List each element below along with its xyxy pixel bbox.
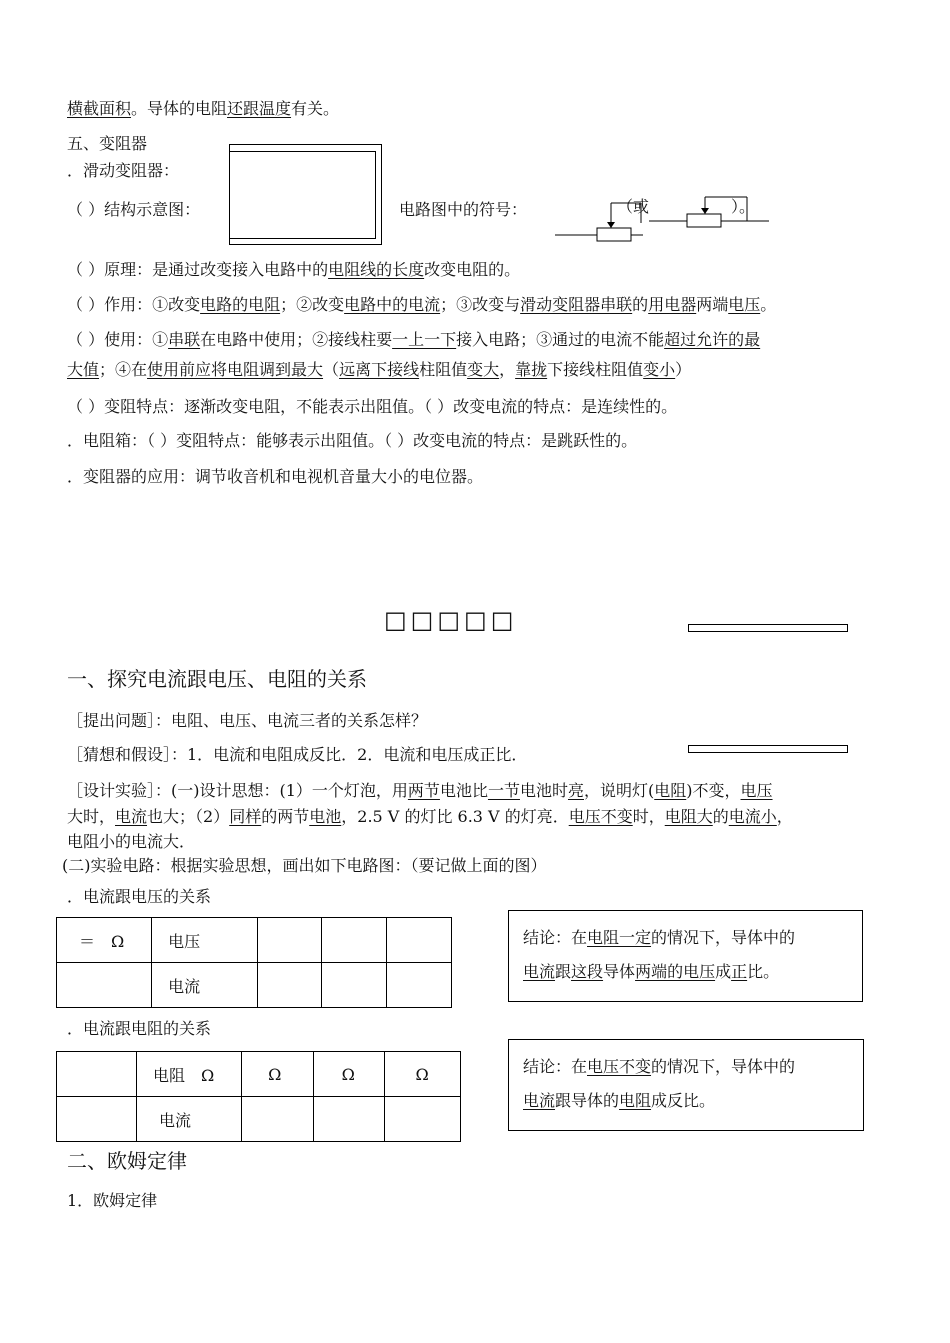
- text-span: 电压: [728, 295, 761, 314]
- table-cell: [385, 1097, 461, 1142]
- table-cell: 电压: [152, 918, 258, 963]
- text-span: 远离下接线: [339, 360, 420, 379]
- text-span: 柱阻值: [419, 360, 468, 379]
- text-span: 改变电阻的。: [424, 260, 521, 279]
- text-span: （ ）使用：①: [67, 330, 169, 349]
- text-span: 靠拢: [515, 360, 548, 379]
- table-cell: Ω: [313, 1052, 385, 1097]
- text-span: 这段: [571, 962, 604, 981]
- text-line-usage-1: [67, 329, 760, 351]
- text-span: 正: [731, 962, 748, 981]
- text-line-ohms-law-item: 1．欧姆定律: [67, 1191, 158, 1210]
- text-span: 串联: [168, 330, 201, 349]
- table-current-voltage: [56, 917, 452, 1008]
- text-span: 的情况下，导体中的: [651, 1057, 796, 1076]
- text-span: ；③改变与: [440, 295, 521, 314]
- text-span: 也大；（2）: [147, 807, 230, 826]
- text-line-slider: ．滑动变阻器：: [67, 161, 180, 180]
- table-cell: [57, 1097, 137, 1142]
- text-span: 两节: [407, 781, 440, 800]
- table-cell: [257, 918, 322, 963]
- table-cell: [322, 918, 387, 963]
- table-cell: [57, 1052, 137, 1097]
- table-cell: [387, 918, 452, 963]
- text-span: 电压不变: [587, 1057, 652, 1076]
- text-line-usage-2: [67, 359, 691, 381]
- text-line-circuit: (二)实验电路：根据实验思想，画出如下电路图：（要记做上面的图）: [62, 856, 547, 875]
- text-span: ；②改变: [280, 295, 345, 314]
- text-span: 大值: [67, 360, 100, 379]
- text-span: 电阻: [619, 1091, 652, 1110]
- text-span: 变小: [643, 360, 676, 379]
- text-span: 电流: [115, 807, 148, 826]
- text-span: 导体: [603, 962, 636, 981]
- text-span: 电阻大: [664, 807, 713, 826]
- text-line-design-3: 电阻小的电流大．: [67, 832, 196, 851]
- conclusion-box-resistance: [508, 1039, 864, 1131]
- text-span: 亮: [567, 781, 584, 800]
- text-span: 的: [632, 295, 649, 314]
- text-span: ）: [675, 360, 692, 379]
- text-span: 两端: [696, 295, 729, 314]
- text-span: 电池时: [519, 781, 568, 800]
- text-line-resistance-box: ．电阻箱：（ ）变阻特点：能够表示出阻值。（ ）改变电流的特点：是跳跃性的。: [67, 431, 638, 450]
- symbol-or: （或: [617, 197, 650, 216]
- text-line-feature: （ ）变阻特点：逐渐改变电阻，不能表示出阻值。（ ）改变电流的特点：是连续性的。: [67, 397, 678, 416]
- text-line-application: ．变阻器的应用：调节收音机和电视机音量大小的电位器。: [67, 467, 484, 486]
- table-cell: [242, 1097, 314, 1142]
- table-cell: 电流: [136, 1097, 241, 1142]
- text-span: 电流小: [728, 807, 777, 826]
- text-span: ，: [499, 360, 516, 379]
- text-span: 变大: [467, 360, 500, 379]
- table-cell: [313, 1097, 385, 1142]
- text-line-design-1: [67, 780, 773, 802]
- text-span: 电阻线的长度: [328, 260, 425, 279]
- table-cell: [322, 963, 387, 1008]
- text-span: 电流: [523, 962, 556, 981]
- text-span: 电池: [309, 807, 342, 826]
- text-span: 一节: [487, 781, 520, 800]
- section-heading-explore: 一、探究电流跟电压、电阻的关系: [67, 667, 367, 691]
- text-line-principle: [67, 259, 520, 281]
- text-span: 在电路中使用；②接线柱要: [200, 330, 393, 349]
- text-span: 两端的电压: [635, 962, 716, 981]
- text-span: 跟导体的: [555, 1091, 620, 1110]
- text-span: 比。: [747, 962, 780, 981]
- text-line-question: ［提出问题］：电阻、电压、电流三者的关系怎样？: [67, 711, 428, 730]
- table-row: [57, 963, 452, 1008]
- text-span: （ ）原理：是通过改变接入电路中的: [67, 260, 329, 279]
- text-line-cross-section: [67, 98, 339, 120]
- text-span: 的: [712, 807, 729, 826]
- text-span: 的情况下，导体中的: [651, 928, 796, 947]
- text-span: 的两节: [261, 807, 310, 826]
- text-span: 电路的电阻: [200, 295, 281, 314]
- symbol-close: ）。: [731, 197, 756, 216]
- text-span: 结论：在: [523, 928, 588, 947]
- text-span: ［设计实验］：(一)设计思想：(1）一个灯泡，用: [67, 781, 408, 800]
- table-row: [57, 918, 452, 963]
- table-cell: 电流: [152, 963, 258, 1008]
- text-line-relation-resistance: ．电流跟电阻的关系: [67, 1019, 212, 1038]
- text-span: 跟: [555, 962, 572, 981]
- text-span: 电流: [523, 1091, 556, 1110]
- text-line-structure: （ ）结构示意图：: [67, 200, 201, 219]
- text-line-design-2: [67, 806, 793, 828]
- text-span: 电压: [740, 781, 773, 800]
- structure-diagram-frame: [229, 144, 382, 245]
- text-line-function: [67, 294, 776, 316]
- text-span: 。: [760, 295, 777, 314]
- text-span: 电路中的电流: [344, 295, 441, 314]
- decorative-bar: [688, 745, 848, 753]
- text-span: 下接线柱阻值: [547, 360, 644, 379]
- chapter-title: □□□□□: [384, 606, 518, 634]
- conclusion-box-voltage: [508, 910, 863, 1002]
- text-span: )不变，: [686, 781, 741, 800]
- text-span: 接入电路；③通过的电流不能: [456, 330, 665, 349]
- text-span: 。导体的电阻: [131, 99, 228, 118]
- text-span: ；④在: [99, 360, 148, 379]
- table-current-resistance: [56, 1051, 461, 1142]
- text-span: ，说明灯(: [584, 781, 655, 800]
- text-span: 超过允许的最: [664, 330, 761, 349]
- text-span: 电压不变: [568, 807, 633, 826]
- text-line-hypothesis: ［猜想和假设］：1．电流和电阻成反比．2．电流和电压成正比．: [67, 745, 528, 764]
- symbol-label: 电路图中的符号：: [399, 200, 528, 219]
- text-span: 电池比: [439, 781, 488, 800]
- text-span: 大时，: [67, 807, 116, 826]
- text-span: 成: [715, 962, 732, 981]
- text-line-relation-voltage: ．电流跟电压的关系: [67, 887, 212, 906]
- text-span: 结论：在: [523, 1057, 588, 1076]
- text-span: 用电器: [648, 295, 697, 314]
- text-span: 使用前应将电阻调到最大: [147, 360, 324, 379]
- text-span: 成反比。: [651, 1091, 716, 1110]
- text-span: 同样: [229, 807, 262, 826]
- table-cell: Ω: [242, 1052, 314, 1097]
- table-row: [57, 1052, 461, 1097]
- text-span: 有关。: [291, 99, 340, 118]
- decorative-bar: [688, 624, 848, 632]
- table-cell: ＝ Ω: [57, 918, 152, 963]
- table-cell: Ω: [385, 1052, 461, 1097]
- text-span: （ ）作用：①改变: [67, 295, 201, 314]
- text-span: 一上一下: [392, 330, 457, 349]
- table-row: [57, 1097, 461, 1142]
- text-span: ，: [776, 807, 793, 826]
- table-cell: [387, 963, 452, 1008]
- text-span: 还跟温度: [227, 99, 292, 118]
- text-span: （: [323, 360, 340, 379]
- text-span: ，2.5 V 的灯比 6.3 V 的灯亮．: [341, 807, 569, 826]
- section-heading-ohms-law: 二、欧姆定律: [67, 1149, 187, 1173]
- text-span: 横截面积: [67, 99, 132, 118]
- table-cell: [57, 963, 152, 1008]
- section-heading-rheostat: 五、变阻器: [67, 134, 148, 153]
- text-span: 滑动变阻器串联: [520, 295, 633, 314]
- table-cell: 电阻 Ω: [136, 1052, 241, 1097]
- table-cell: [257, 963, 322, 1008]
- text-span: 电阻一定: [587, 928, 652, 947]
- text-span: 时，: [632, 807, 665, 826]
- text-span: 电阻: [654, 781, 687, 800]
